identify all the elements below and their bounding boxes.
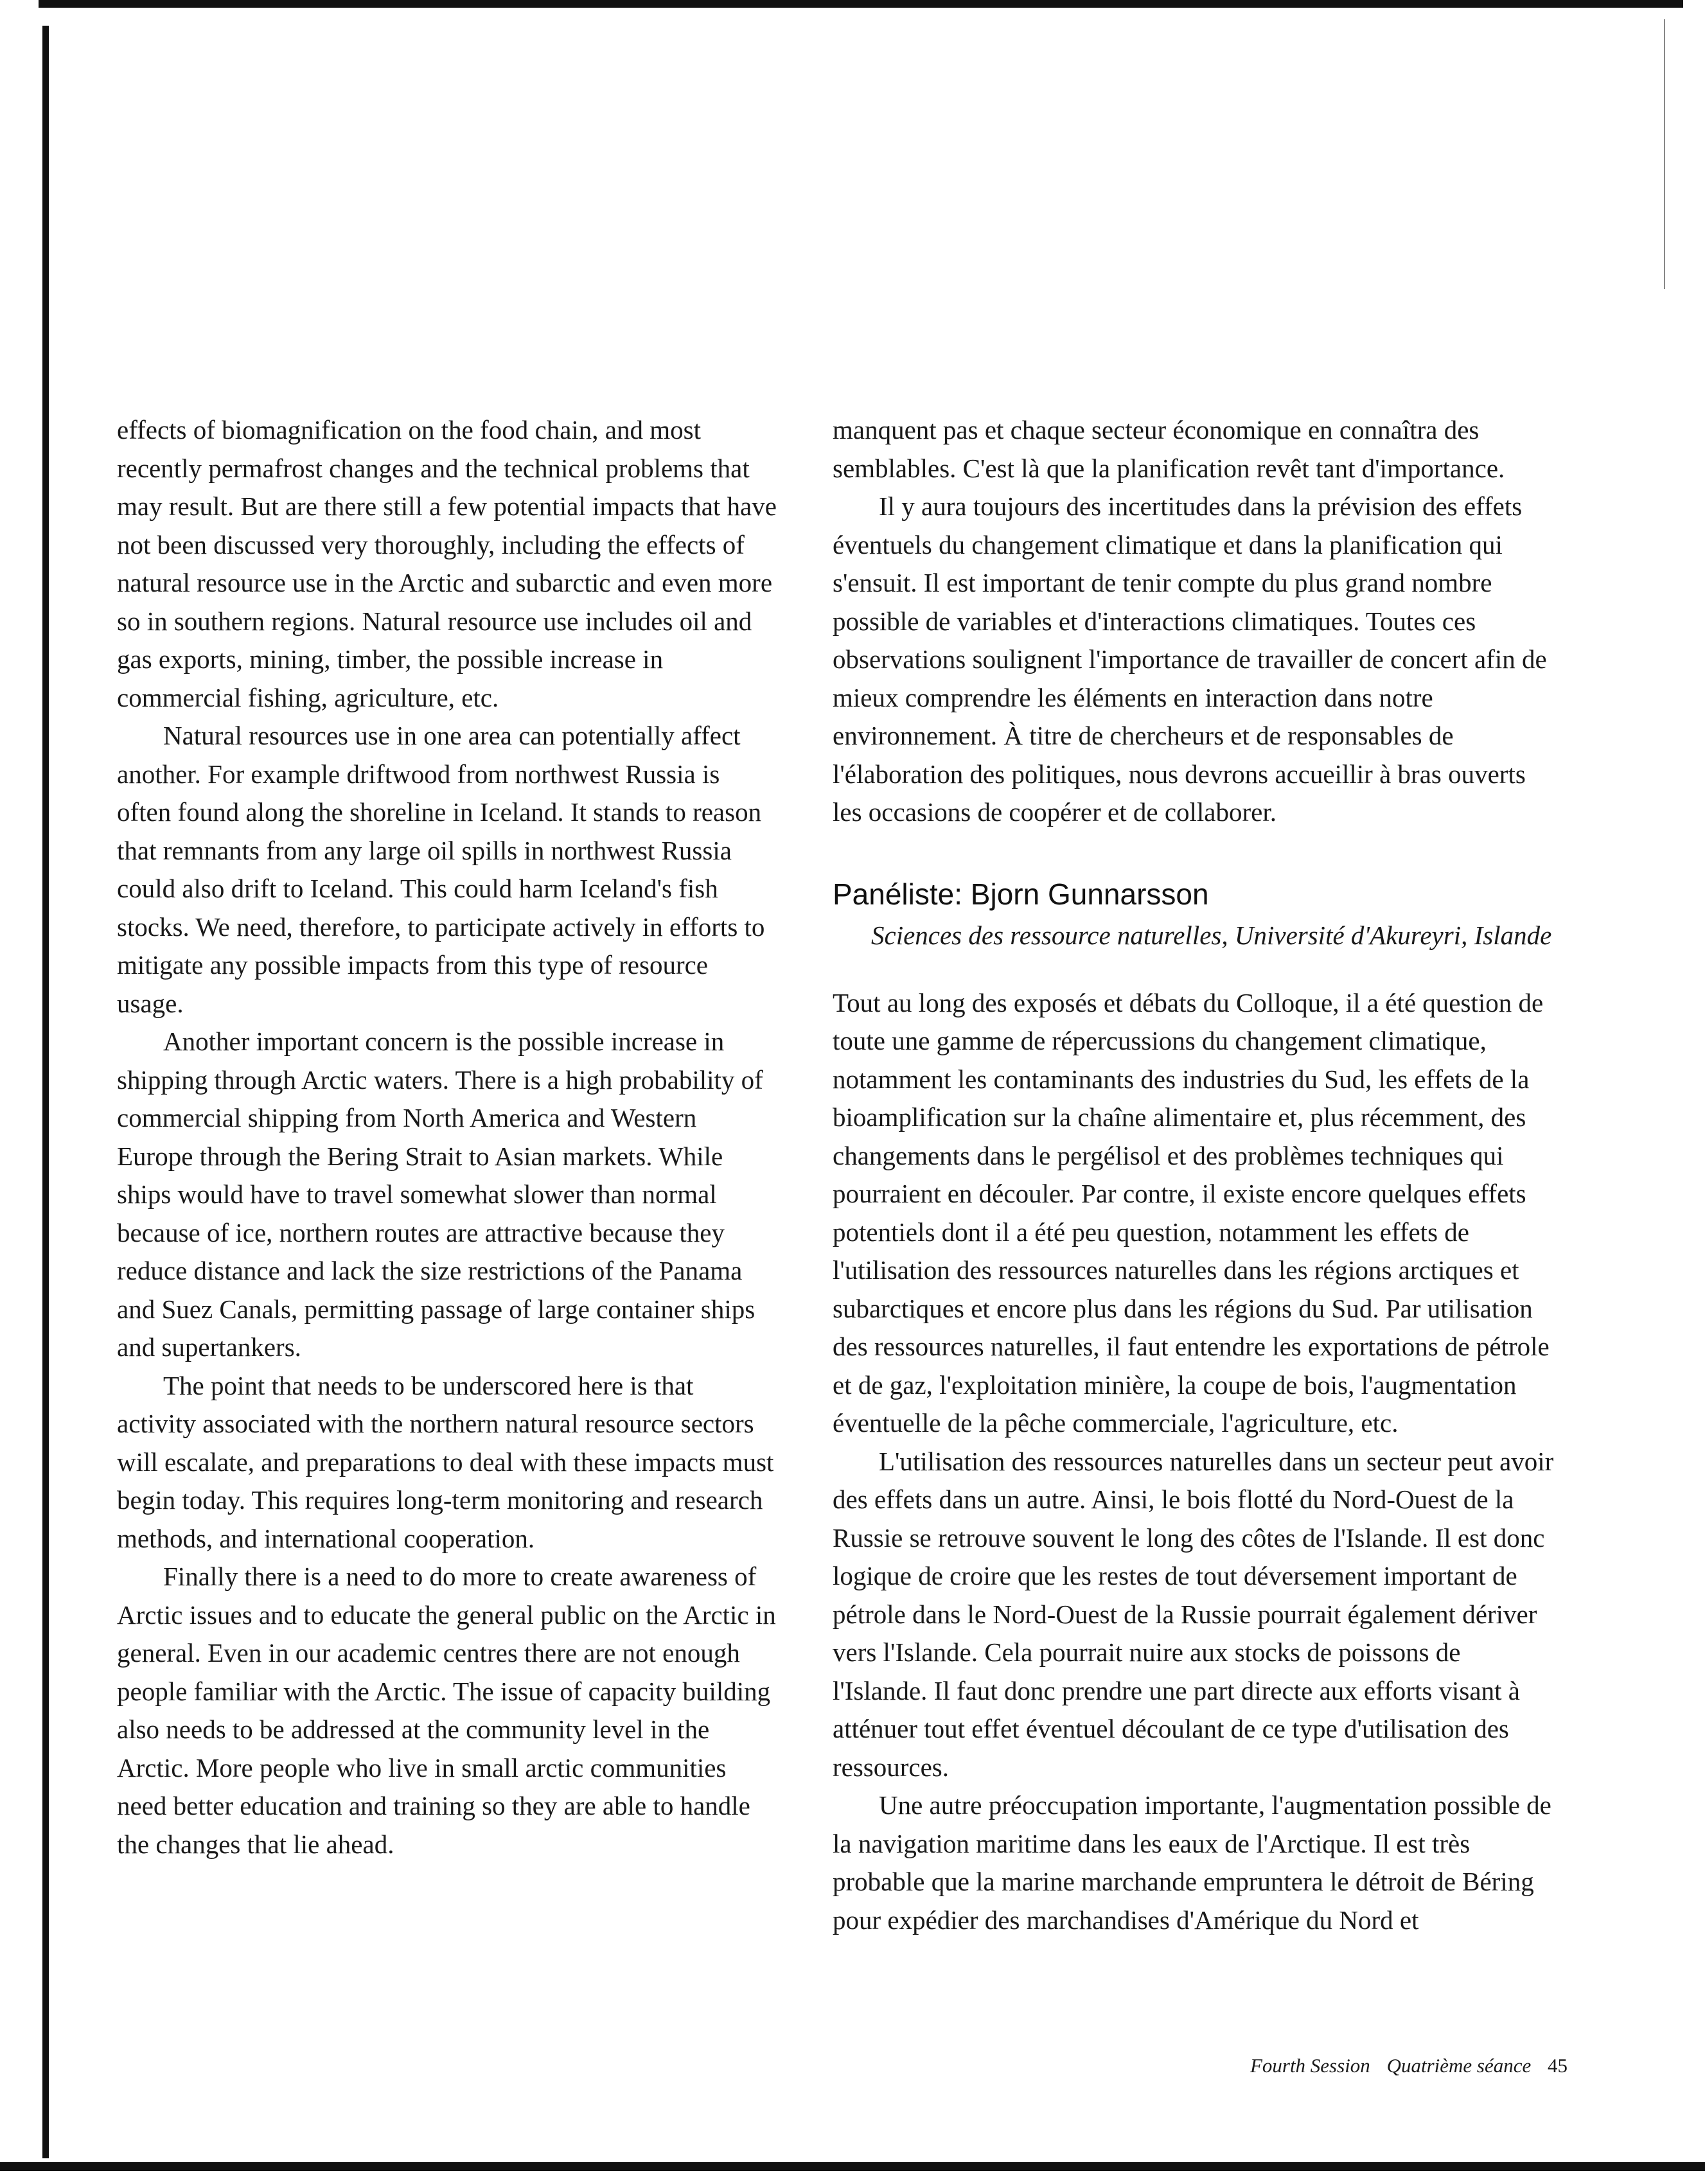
scan-border-right [1664, 19, 1665, 289]
body-paragraph: effects of biomagnification on the food chain, and most recently permafrost changes and the technical problems that may result. But are there still a few potential impacts that have not been discussed very thoroughly, including the effects of natural resource use in the Arctic and subarctic and even more so in southern regions. Natural resource use includes oil and gas exports, mining, timber, the possible increase in commercial fishing, agriculture, etc. [117, 415, 777, 712]
footer-session-fr: Quatrième séance [1386, 2054, 1532, 2077]
body-paragraph: Another important concern is the possible increase in shipping through Arctic waters. There is a high probability of commercial shipping from North America and Western Europe through the Bering Strait to Asian markets. While ships would have to travel somewhat slower than normal because of ice, northern routes are attractive because they reduce distance and lack the size restrictions of the Panama and Suez Canals, permitting passage of large container ships and supertankers. [117, 1026, 763, 1362]
footer-session-en: Fourth Session [1250, 2054, 1370, 2077]
left-column [117, 411, 779, 1863]
body-paragraph: Tout au long des exposés et débats du Colloque, il a été question de toute une gamme de répercussions du changement climatique, notamment les contaminants des industries du Sud, les effets de la bioamplification sur la chaîne alimentaire et, plus récemment, des changements dans le pergélisol et des problèmes techniques qui pourraient en découler. Par contre, il existe encore quelques effets potentiels dont il a été peu question, notamment les effets de l'utilisation des ressources naturelles dans les régions arctiques et subarctiques et encore plus dans les régions du Sud. Par utilisation des ressources naturelles, il faut entendre les exportations de pétrole et de gaz, l'exploitation minière, la coupe de bois, l'augmentation éventuelle de la pêche commerciale, l'agriculture, etc. [833, 987, 1550, 1438]
body-paragraph: Natural resources use in one area can potentially affect another. For example driftwood from northwest Russia is often found along the shoreline in Iceland. It stands to reason that remnants from any large oil spills in northwest Russia could also drift to Iceland. This could harm Iceland's fish stocks. We need, therefore, to participate actively in efforts to mitigate any possible impacts from this type of resource usage. [117, 721, 765, 1018]
page-footer [1208, 2054, 1568, 2077]
page-number: 45 [1548, 2054, 1568, 2077]
scan-border-bottom [0, 2162, 1705, 2171]
body-paragraph: The point that needs to be underscored here is that activity associated with the northern natural resource sectors will escalate, and preparations to deal with these impacts must begin today. This requires long-term monitoring and research methods, and international cooperation. [117, 1370, 774, 1553]
right-column [833, 411, 1559, 1939]
body-paragraph: Il y aura toujours des incertitudes dans la prévision des effets éventuels du changement climatique et dans la planification qui s'ensuit. Il est important de tenir compte du plus grand nombre possible de variables et d'interactions climatiques. Toutes ces observations soulignent l'importance de travailler de concert afin de mieux comprendre les éléments en interaction dans notre environnement. À titre de chercheurs et de responsables de l'élaboration des politiques, nous devrons accueillir à bras ouverts les occasions de coopérer et de collaborer. [833, 491, 1547, 827]
scan-border-top [39, 0, 1683, 8]
body-paragraph: Une autre préoccupation importante, l'augmentation possible de la navigation maritime dans les eaux de l'Arctique. Il est très probable que la marine marchande empruntera le détroit de Béring pour expédier des marchandises d'Amérique du Nord et [833, 1790, 1551, 1935]
body-paragraph: Finally there is a need to do more to create awareness of Arctic issues and to educate the general public on the Arctic in general. Even in our academic centres there are not enough people familiar with the Arctic. The issue of capacity building also needs to be addressed at the community level in the Arctic. More people who live in small arctic communities need better education and training so they are able to handle the changes that lie ahead. [117, 1562, 776, 1859]
body-paragraph: manquent pas et chaque secteur économique en connaîtra des semblables. C'est là que la planification revêt tant d'importance. [833, 415, 1505, 483]
panelist-affiliation: Sciences des ressource naturelles, Université d'Akureyri, Islande [871, 920, 1552, 950]
scan-border-left [42, 26, 49, 2158]
panelist-heading: Panéliste: Bjorn Gunnarsson [833, 877, 1209, 911]
body-paragraph: L'utilisation des ressources naturelles dans un secteur peut avoir des effets dans un autre. Ainsi, le bois flotté du Nord-Ouest de la Russie se retrouve souvent le long des côtes de l'Islande. Il est donc logique de croire que les restes de tout déversement important de pétrole dans le Nord-Ouest de la Russie pourrait également dériver vers l'Islande. Cela pourrait nuire aux stocks de poissons de l'Islande. Il faut donc prendre une part directe aux efforts visant à atténuer tout effet éventuel découlant de ce type d'utilisation des ressources. [833, 1446, 1554, 1782]
